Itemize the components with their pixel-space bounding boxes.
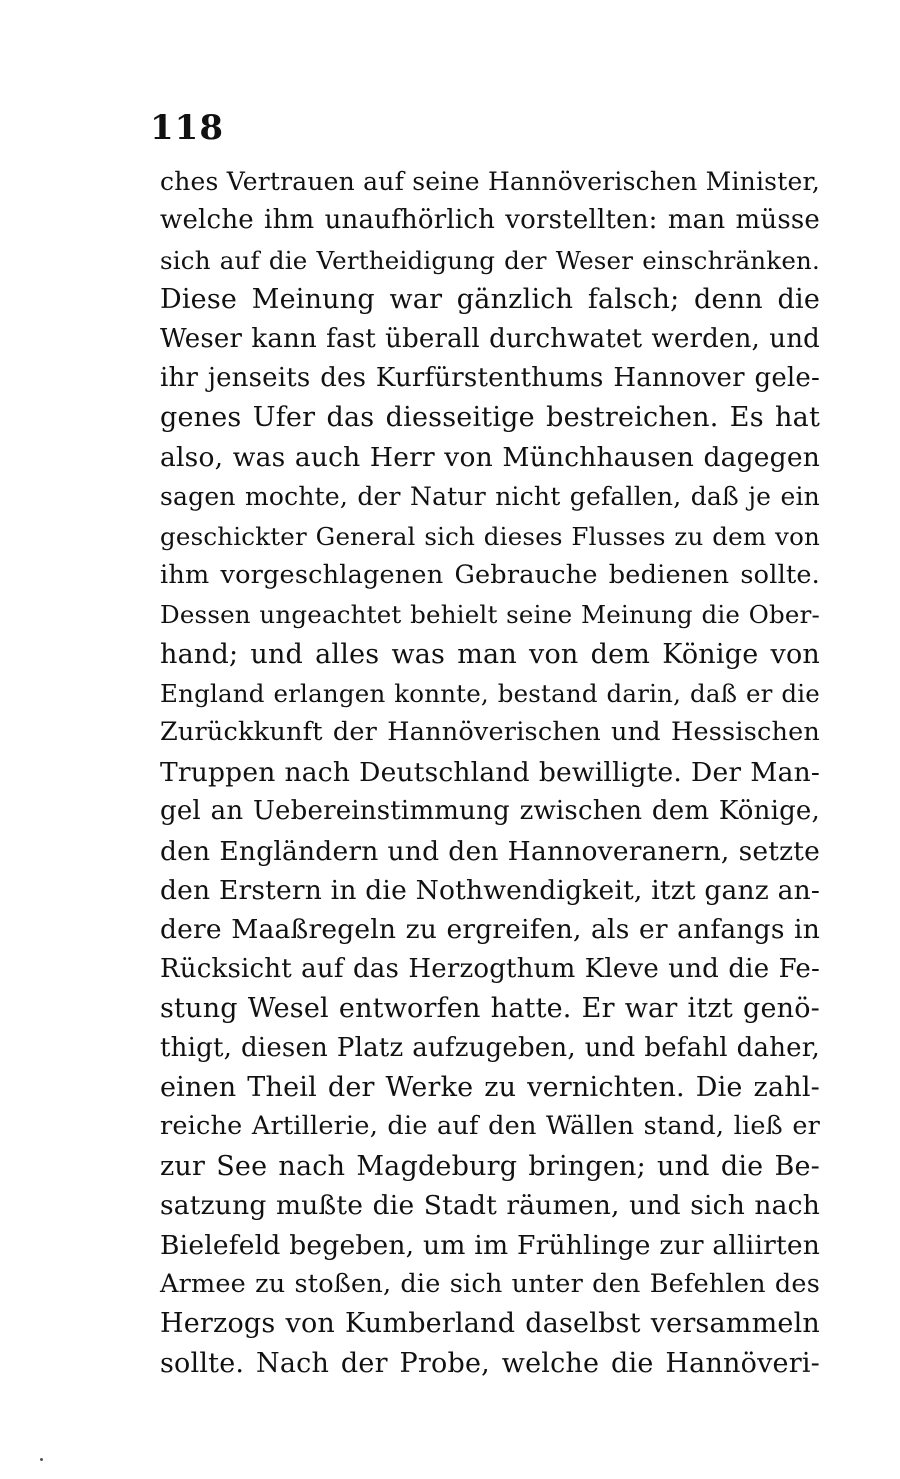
text-line: thigt, diesen Platz aufzugeben, und befahl daher, (160, 1032, 820, 1063)
text-line: Armee zu stoßen, die sich unter den Befehlen des (160, 1268, 820, 1299)
text-line: Herzogs von Kumberland daselbst versammeln (160, 1308, 820, 1340)
body-text (160, 162, 820, 1383)
page-number: 118 (150, 108, 224, 148)
text-line: den Engländern und den Hannoveranern, setzte (160, 835, 820, 867)
text-line: Bielefeld begeben, um im Frühlinge zur alliirten (160, 1229, 820, 1261)
text-line: stung Wesel entworfen hatte. Er war itzt genö- (160, 993, 820, 1025)
text-line: den Erstern in die Nothwendigkeit, itzt ganz an- (160, 875, 820, 907)
text-line: Dessen ungeachtet behielt seine Meinung die Ober- (160, 600, 820, 630)
text-line: ihm vorgeschlagenen Gebrauche bedienen sollte. (160, 559, 820, 590)
text-line: Diese Meinung war gänzlich falsch; denn die (160, 284, 820, 316)
text-line: genes Ufer das diesseitige bestreichen. Es hat (160, 402, 820, 434)
text-line: satzung mußte die Stadt räumen, und sich nach (160, 1190, 820, 1222)
text-line: Rücksicht auf das Herzogthum Kleve und die Fe- (160, 953, 820, 984)
text-line: Truppen nach Deutschland bewilligte. Der Man- (160, 756, 820, 788)
text-line: dere Maaßregeln zu ergreifen, als er anfangs in (160, 914, 820, 946)
text-line: einen Theil der Werke zu vernichten. Die zahl- (160, 1071, 820, 1103)
text-line: reiche Artillerie, die auf den Wällen stand, ließ er (160, 1111, 820, 1142)
text-line: ches Vertrauen auf seine Hannöverischen Minister, (160, 167, 820, 196)
text-line: sagen mochte, der Natur nicht gefallen, daß je ein (160, 482, 820, 512)
text-line: England erlangen konnte, bestand darin, daß er die (160, 679, 820, 709)
text-line: zur See nach Magdeburg bringen; und die Be- (160, 1150, 820, 1182)
text-line: Zurückkunft der Hannöverischen und Hessischen (160, 717, 820, 748)
text-line: geschickter General sich dieses Flusses zu dem von (160, 521, 820, 551)
paper-speck (40, 1458, 43, 1461)
text-line: gel an Uebereinstimmung zwischen dem Könige, (160, 796, 820, 827)
text-line: welche ihm unaufhörlich vorstellten: man müsse (160, 205, 820, 236)
text-line: sollte. Nach der Probe, welche die Hannöveri- (160, 1347, 820, 1379)
text-line: also, was auch Herr von Münchhausen dagegen (160, 441, 820, 473)
text-line: hand; und alles was man von dem Könige von (160, 638, 820, 670)
text-line: Weser kann fast überall durchwatet werden, und (160, 323, 820, 354)
text-line: ihr jenseits des Kurfürstenthums Hannover gele- (160, 362, 820, 393)
text-line: sich auf die Vertheidigung der Weser einschränken. (160, 245, 820, 275)
